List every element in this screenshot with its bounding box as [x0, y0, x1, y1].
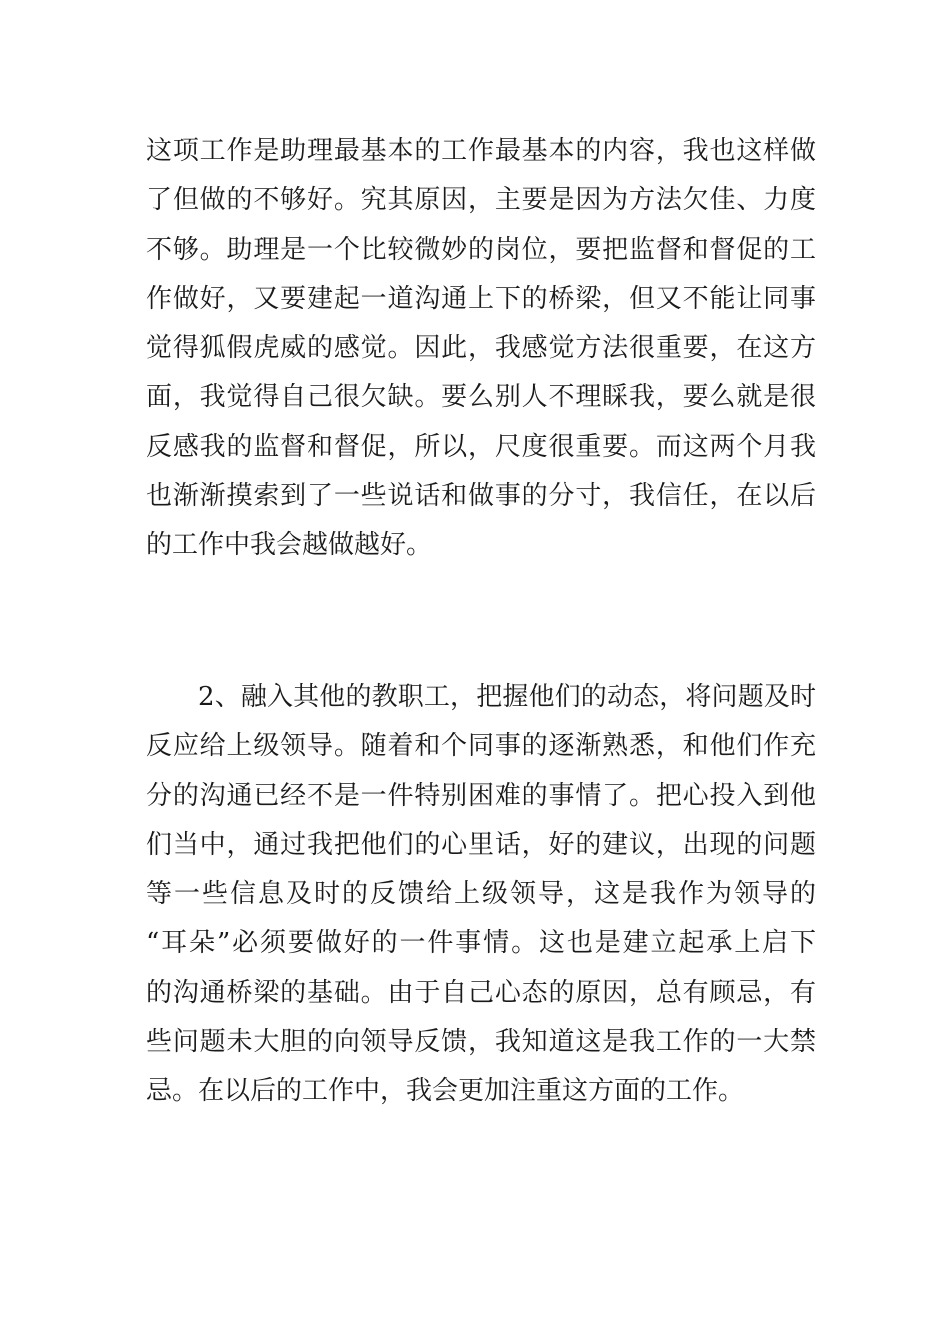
paragraph-line: 2、融入其他的教职工，把握他们的动态，将问题及时 [198, 682, 816, 712]
paragraph-line: 反应给上级领导。随着和个同事的逐渐熟悉，和他们作充 [146, 731, 816, 762]
paragraph-line: 的工作中我会越做越好。 [146, 530, 433, 561]
paragraph-line: 等一些信息及时的反馈给上级领导，这是我作为领导的 [146, 879, 816, 910]
paragraph-line: 这项工作是助理最基本的工作最基本的内容，我也这样做 [146, 136, 816, 166]
paragraph-line: 的沟通桥梁的基础。由于自己心态的原因，总有顾忌，有 [146, 977, 816, 1008]
paragraph-line: 忌。在以后的工作中，我会更加注重这方面的工作。 [146, 1076, 745, 1107]
paragraph-line: 面，我觉得自己很欠缺。要么别人不理睬我，要么就是很 [146, 382, 816, 413]
paragraph-line: 不够。助理是一个比较微妙的岗位，要把监督和督促的工 [146, 234, 816, 265]
paragraph-line: 分的沟通已经不是一件特别困难的事情了。把心投入到他 [146, 780, 816, 811]
paragraph-line: 反感我的监督和督促，所以，尺度很重要。而这两个月我 [146, 431, 816, 462]
paragraph-line: 也渐渐摸索到了一些说话和做事的分寸，我信任，在以后 [146, 481, 816, 512]
paragraph-line: “耳朵”必须要做好的一件事情。这也是建立起承上启下 [146, 928, 816, 959]
paragraph-1 [146, 127, 816, 571]
paragraph-line: 们当中，通过我把他们的心里话，好的建议，出现的问题 [146, 829, 816, 860]
paragraph-line: 些问题未大胆的向领导反馈，我知道这是我工作的一大禁 [146, 1027, 816, 1058]
paragraph-2 [146, 673, 816, 1117]
paragraph-line: 觉得狐假虎威的感觉。因此，我感觉方法很重要，在这方 [146, 333, 816, 364]
paragraph-line: 作做好，又要建起一道沟通上下的桥梁，但又不能让同事 [146, 283, 816, 314]
paragraph-line: 了但做的不够好。究其原因，主要是因为方法欠佳、力度 [146, 185, 816, 216]
